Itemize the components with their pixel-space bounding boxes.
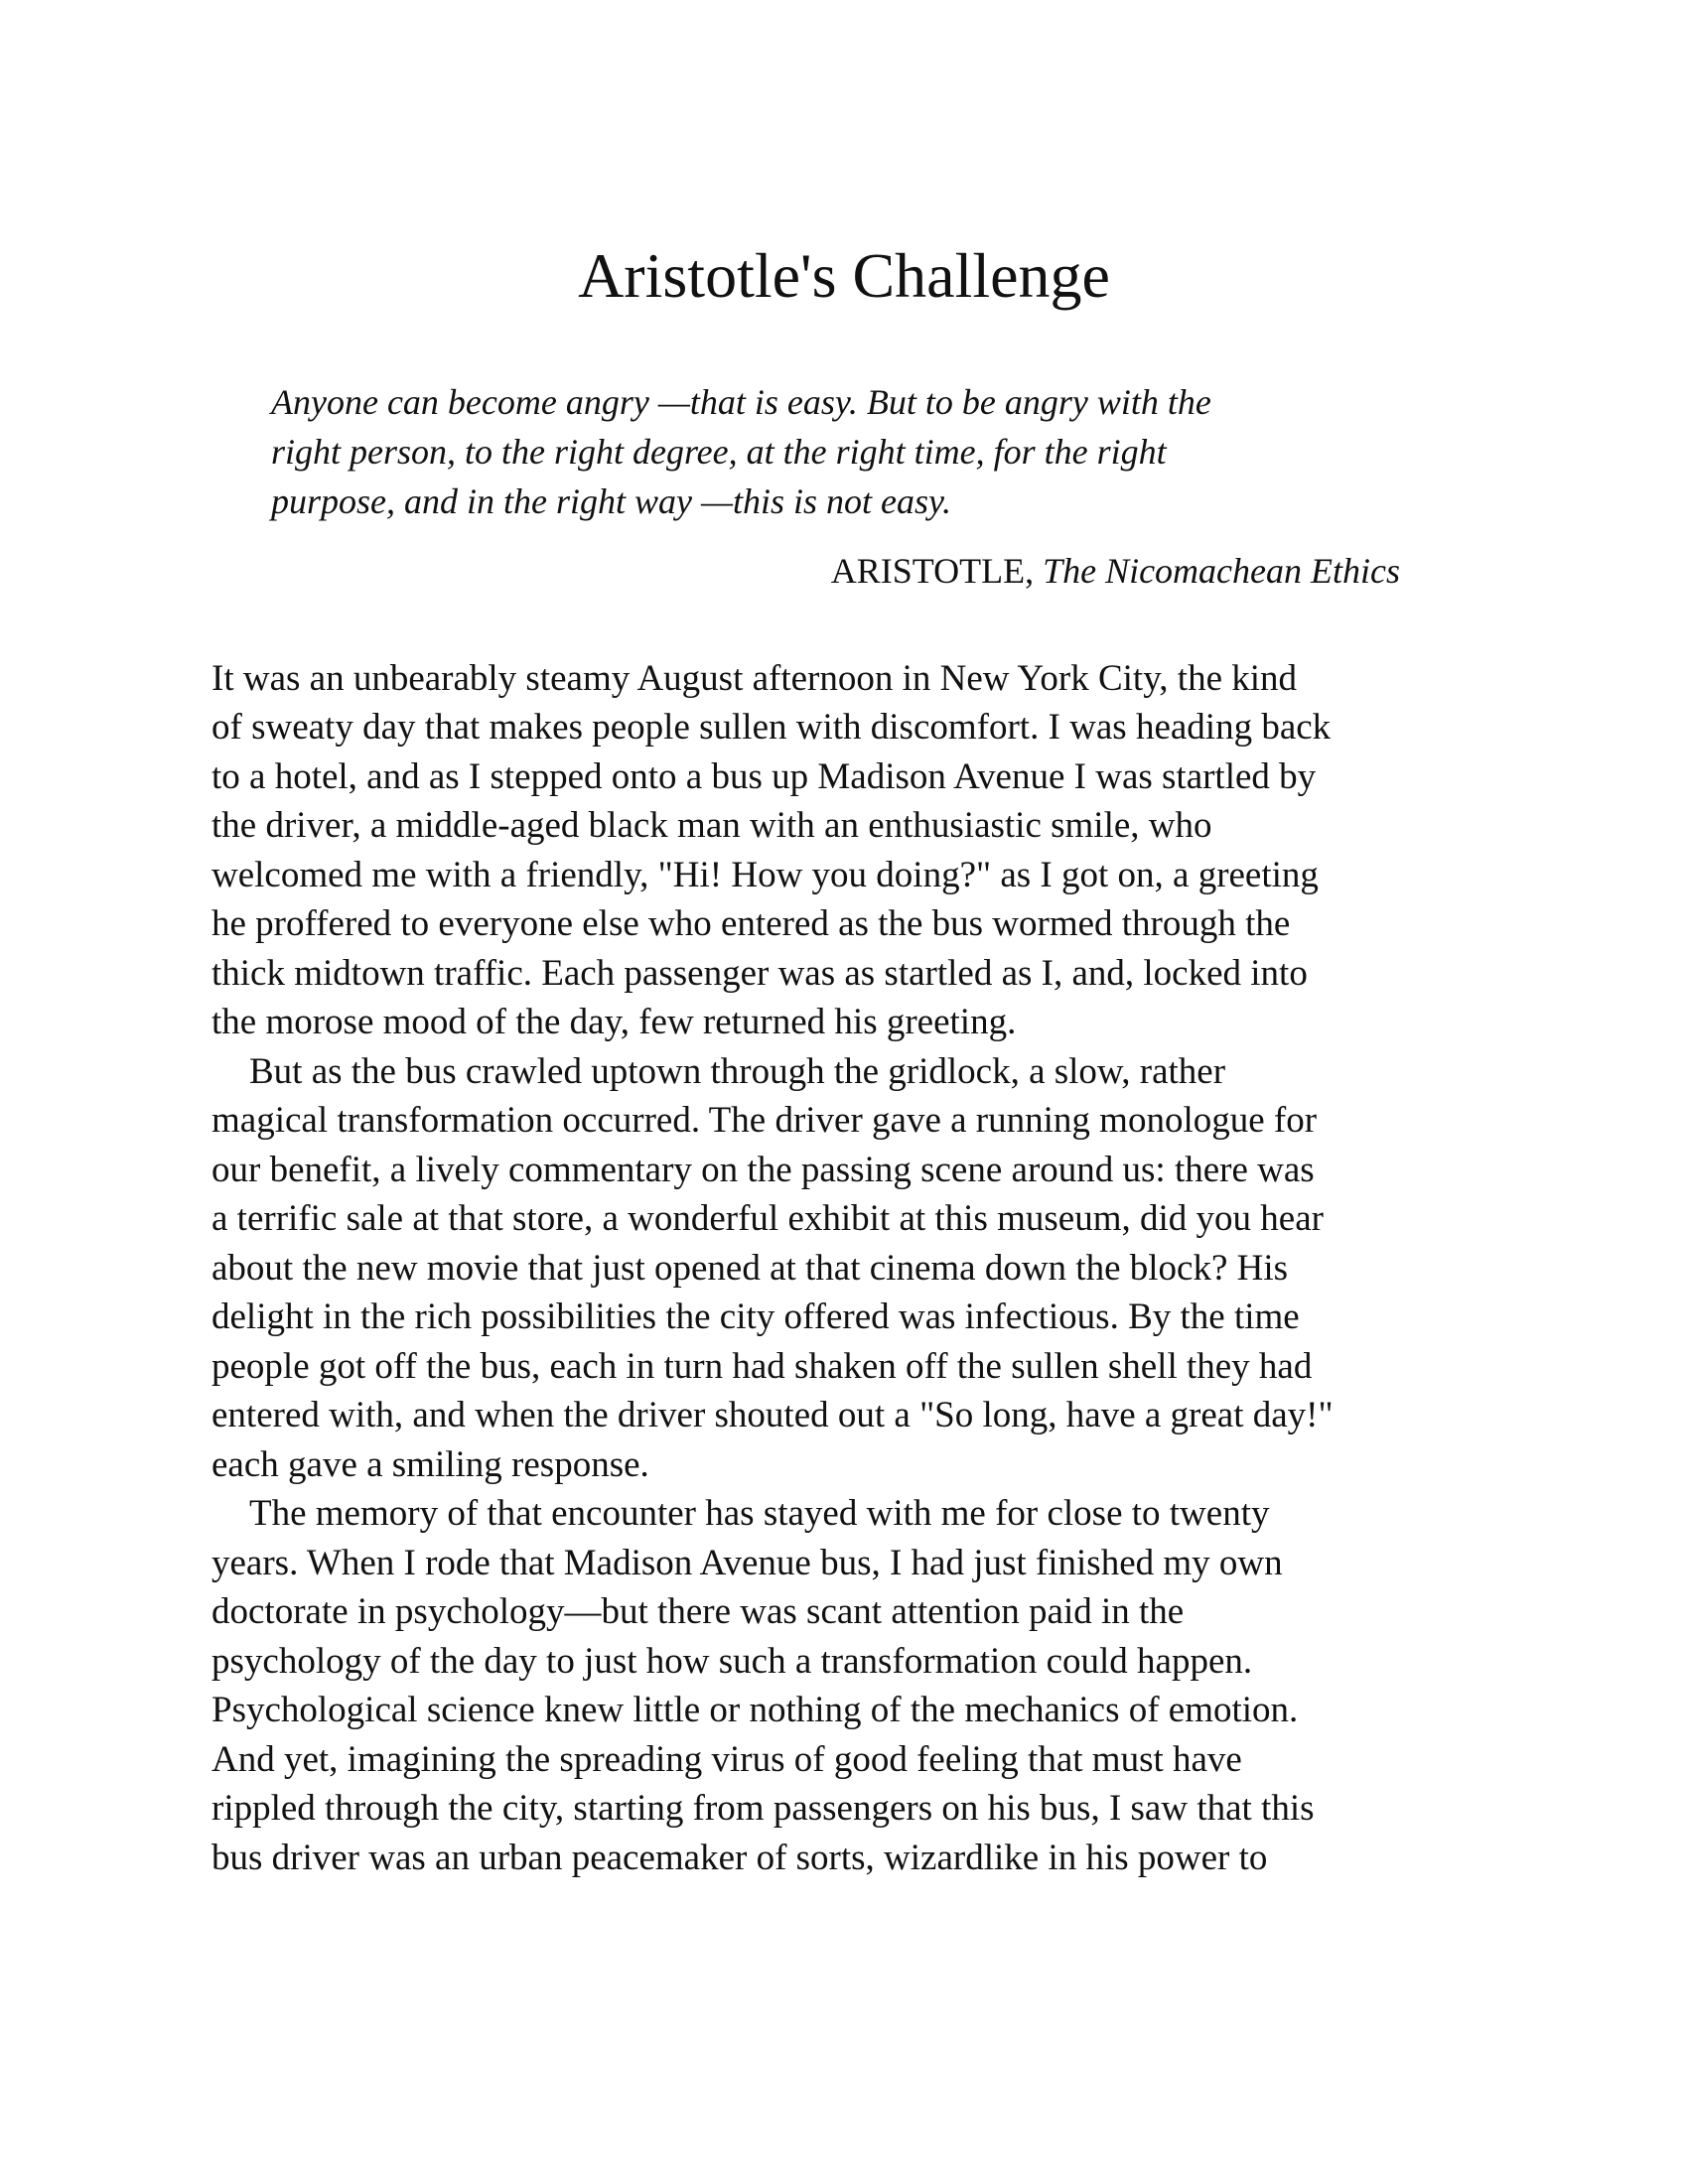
epigraph-line: Anyone can become angry —that is easy. But to be angry with the [271, 382, 1211, 422]
body-line: entered with, and when the driver shouted out a "So long, have a great day!" [211, 1395, 1334, 1435]
body-line: magical transformation occurred. The driver gave a running monologue for [211, 1100, 1318, 1141]
body-line: of sweaty day that makes people sullen with discomfort. I was heading back [211, 707, 1332, 748]
body-line: It was an unbearably steamy August afternoon in New York City, the kind [211, 658, 1298, 699]
body-line: a terrific sale at that store, a wonderful exhibit at this museum, did you hear [211, 1198, 1324, 1239]
chapter-title: Aristotle's Challenge [578, 240, 1110, 311]
body-line: people got off the bus, each in turn had shaken off the sullen shell they had [211, 1346, 1313, 1387]
epigraph-attribution [831, 549, 1400, 593]
body-line: psychology of the day to just how such a transformation could happen. [211, 1641, 1253, 1682]
epigraph-line: right person, to the right degree, at the right time, for the right [271, 432, 1167, 472]
body-line: our benefit, a lively commentary on the passing scene around us: there was [211, 1150, 1315, 1190]
body-line: delight in the rich possibilities the city offered was infectious. By the time [211, 1297, 1300, 1337]
body-line: thick midtown traffic. Each passenger was as startled as I, and, locked into [211, 953, 1308, 994]
body-line: years. When I rode that Madison Avenue bus, I had just finished my own [211, 1543, 1283, 1583]
body-line: But as the bus crawled uptown through the gridlock, a slow, rather [249, 1051, 1226, 1092]
body-line: doctorate in psychology—but there was scant attention paid in the [211, 1591, 1185, 1632]
body-line: welcomed me with a friendly, "Hi! How you doing?" as I got on, a greeting [211, 855, 1319, 895]
epigraph-work: The Nicomachean Ethics [1043, 551, 1400, 591]
body-line: the morose mood of the day, few returned his greeting. [211, 1002, 1017, 1042]
body-line: the driver, a middle-aged black man with an enthusiastic smile, who [211, 805, 1212, 846]
body-line: about the new movie that just opened at that cinema down the block? His [211, 1248, 1289, 1289]
body-line: And yet, imagining the spreading virus of good feeling that must have [211, 1739, 1242, 1780]
body-line: bus driver was an urban peacemaker of sorts, wizardlike in his power to [211, 1838, 1268, 1878]
body-line: each gave a smiling response. [211, 1444, 649, 1485]
body-line: The memory of that encounter has stayed with me for close to twenty [249, 1493, 1270, 1534]
body-line: he proffered to everyone else who entered as the bus wormed through the [211, 903, 1291, 944]
epigraph-line: purpose, and in the right way —this is not easy. [271, 481, 952, 521]
body-line: rippled through the city, starting from passengers on his bus, I saw that this [211, 1788, 1315, 1829]
body-line: Psychological science knew little or nothing of the mechanics of emotion. [211, 1690, 1299, 1730]
epigraph-author: ARISTOTLE, [830, 551, 1044, 591]
body-line: to a hotel, and as I stepped onto a bus up Madison Avenue I was startled by [211, 756, 1317, 797]
